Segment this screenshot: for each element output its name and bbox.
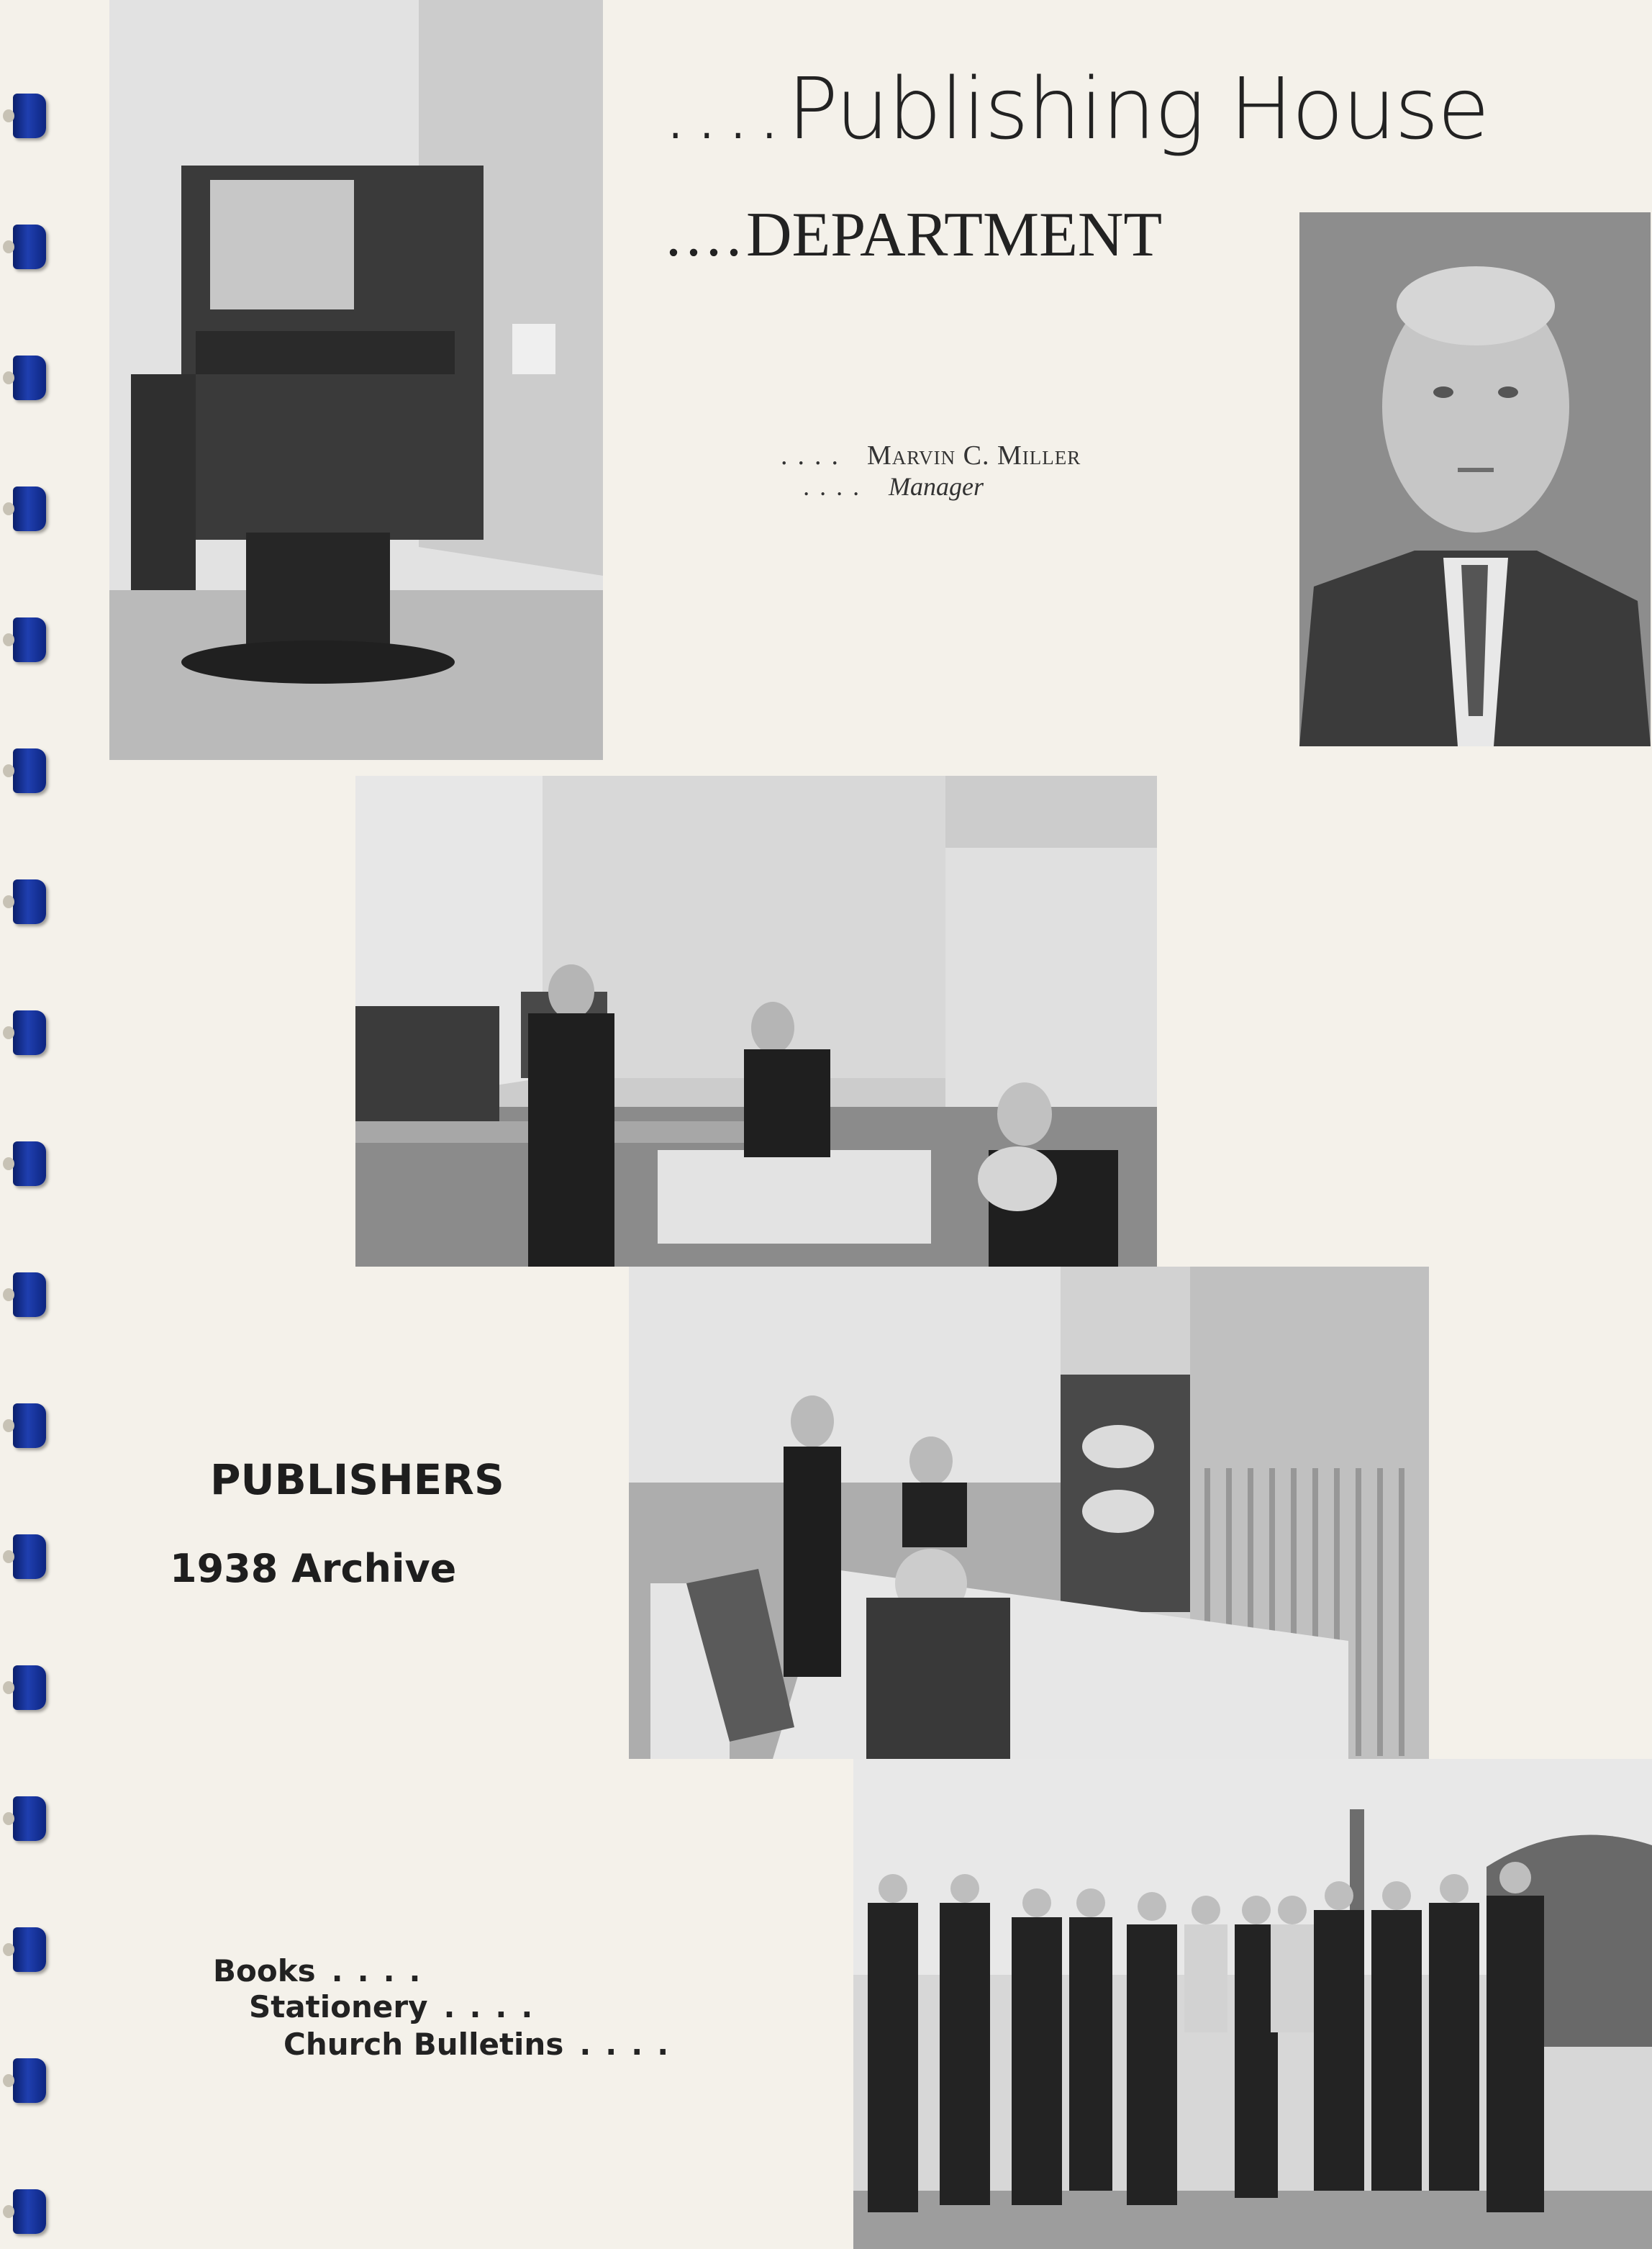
product-label: Church Bulletins bbox=[283, 2027, 564, 2062]
spiral-binding-ring bbox=[13, 1796, 46, 1841]
spiral-binding-ring bbox=[13, 748, 46, 793]
spiral-binding-ring bbox=[13, 1141, 46, 1186]
staff-group-photo bbox=[853, 1759, 1652, 2249]
subtitle-leader-dots: .... bbox=[666, 200, 746, 270]
product-item-books bbox=[213, 1953, 453, 1988]
product-label: Stationery bbox=[249, 1989, 428, 2024]
spiral-binding-ring bbox=[13, 225, 46, 269]
title-leader-dots: .... bbox=[662, 59, 788, 158]
product-item-stationery bbox=[249, 1989, 566, 2024]
spiral-binding-ring bbox=[13, 2058, 46, 2103]
subtitle-text: DEPARTMENT bbox=[746, 200, 1163, 270]
manager-role: Manager bbox=[889, 471, 984, 501]
mailing-room-photo bbox=[355, 776, 1157, 1267]
product-item-church-bulletins bbox=[283, 2027, 702, 2062]
spiral-binding-ring bbox=[13, 487, 46, 531]
title-text: Publishing House bbox=[787, 59, 1489, 158]
spiral-binding-ring bbox=[13, 1403, 46, 1448]
spiral-binding-ring bbox=[13, 617, 46, 662]
spiral-binding-ring bbox=[13, 1010, 46, 1055]
spiral-binding-ring bbox=[13, 1665, 46, 1710]
product-label: Books bbox=[213, 1953, 316, 1988]
printing-press-photo bbox=[109, 0, 603, 760]
spiral-binding-ring bbox=[13, 1927, 46, 1972]
page-subtitle bbox=[666, 200, 1163, 270]
manager-portrait-photo bbox=[1299, 212, 1651, 746]
spiral-binding-ring bbox=[13, 1272, 46, 1317]
product-leader-dots: .... bbox=[443, 1989, 548, 2024]
section-subheading: 1938 Archive bbox=[170, 1546, 457, 1591]
spiral-binding-ring bbox=[13, 879, 46, 924]
page-title bbox=[662, 59, 1489, 158]
sorting-room-photo bbox=[629, 1267, 1429, 1759]
manager-caption bbox=[781, 440, 1081, 502]
caption-leader-dots: .... bbox=[781, 440, 848, 471]
spiral-binding-ring bbox=[13, 94, 46, 138]
caption-leader-dots: .... bbox=[804, 471, 870, 501]
spiral-binding-ring bbox=[13, 356, 46, 400]
spiral-binding bbox=[0, 0, 58, 2249]
spiral-binding-ring bbox=[13, 2189, 46, 2234]
product-leader-dots: .... bbox=[579, 2027, 684, 2062]
spiral-binding-ring bbox=[13, 1534, 46, 1579]
section-heading: PUBLISHERS bbox=[210, 1455, 504, 1504]
manager-name: Marvin C. Miller bbox=[867, 440, 1081, 471]
product-leader-dots: .... bbox=[331, 1953, 435, 1988]
